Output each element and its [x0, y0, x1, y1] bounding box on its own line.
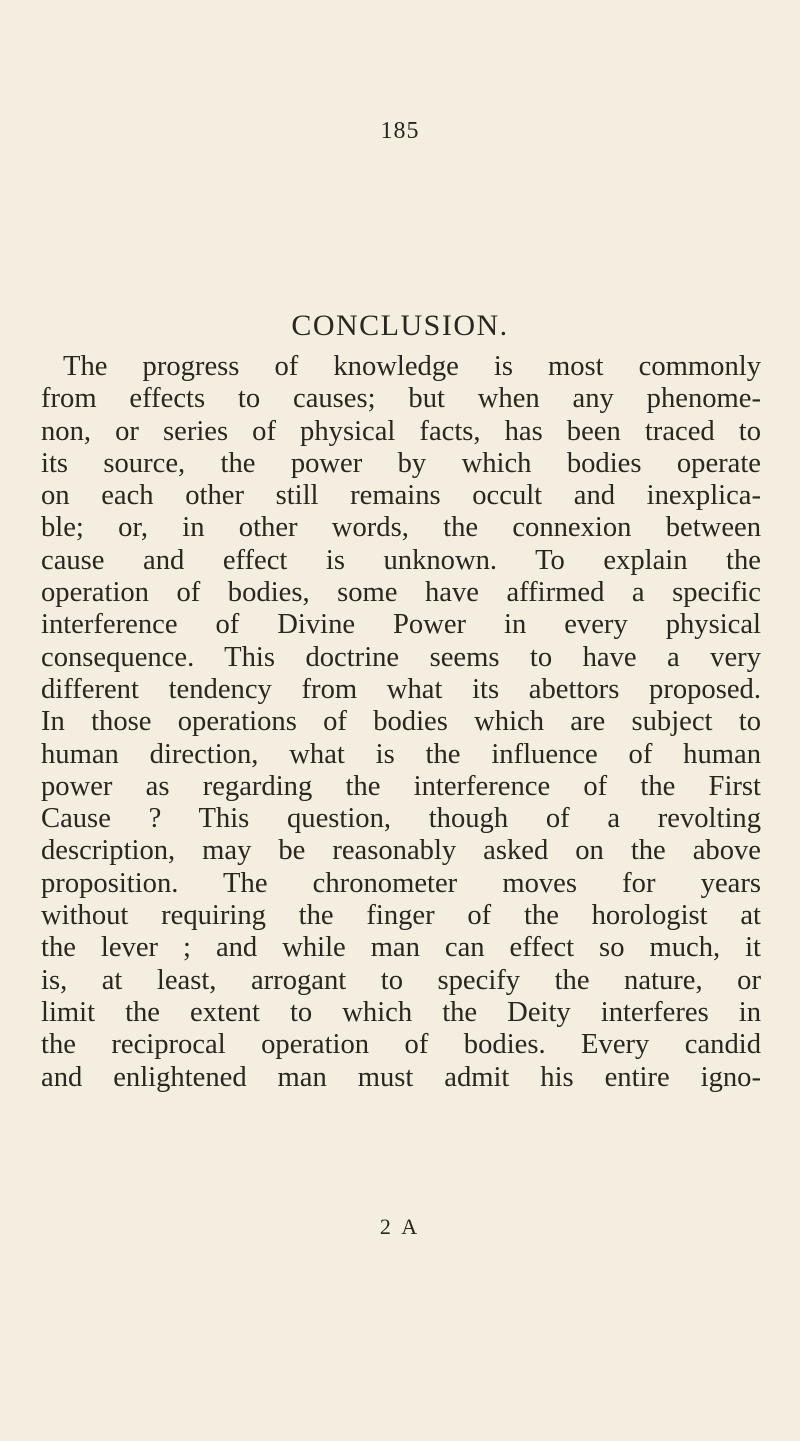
page-number: 185	[380, 118, 420, 144]
text-line: its source, the power by which bodies operate	[41, 447, 761, 479]
text-line: from effects to causes; but when any phenome-	[41, 383, 761, 415]
text-line: In those operations of bodies which are subject to	[41, 706, 761, 738]
text-line: interference of Divine Power in every physical	[41, 609, 761, 641]
text-line: operation of bodies, some have affirmed a specific	[41, 577, 761, 609]
text-line: proposition. The chronometer moves for years	[41, 867, 761, 899]
text-line: and enlightened man must admit his entire igno-	[41, 1061, 761, 1093]
text-line: power as regarding the interference of the First	[41, 770, 761, 802]
text-line: consequence. This doctrine seems to have a very	[41, 641, 761, 673]
text-line: the lever ; and while man can effect so much, it	[41, 932, 761, 964]
chapter-heading: CONCLUSION.	[291, 309, 509, 342]
text-line: without requiring the finger of the horologist at	[41, 900, 761, 932]
text-line: Cause ? This question, though of a revolting	[41, 803, 761, 835]
text-line: is, at least, arrogant to specify the nature, or	[41, 964, 761, 996]
text-line: different tendency from what its abettors proposed.	[41, 673, 761, 705]
text-line: description, may be reasonably asked on the above	[41, 835, 761, 867]
text-line: limit the extent to which the Deity interferes in	[41, 996, 761, 1028]
text-line: on each other still remains occult and inexplica-	[41, 480, 761, 512]
text-line: cause and effect is unknown. To explain the	[41, 544, 761, 576]
text-line: non, or series of physical facts, has been traced to	[41, 415, 761, 447]
signature-mark: 2 A	[379, 1214, 421, 1239]
text-line: the reciprocal operation of bodies. Every candid	[41, 1029, 761, 1061]
text-line: ble; or, in other words, the connexion between	[41, 512, 761, 544]
text-line: human direction, what is the influence of human	[41, 738, 761, 770]
body-paragraph	[41, 351, 761, 1094]
text-line: The progress of knowledge is most commonly	[63, 351, 761, 382]
